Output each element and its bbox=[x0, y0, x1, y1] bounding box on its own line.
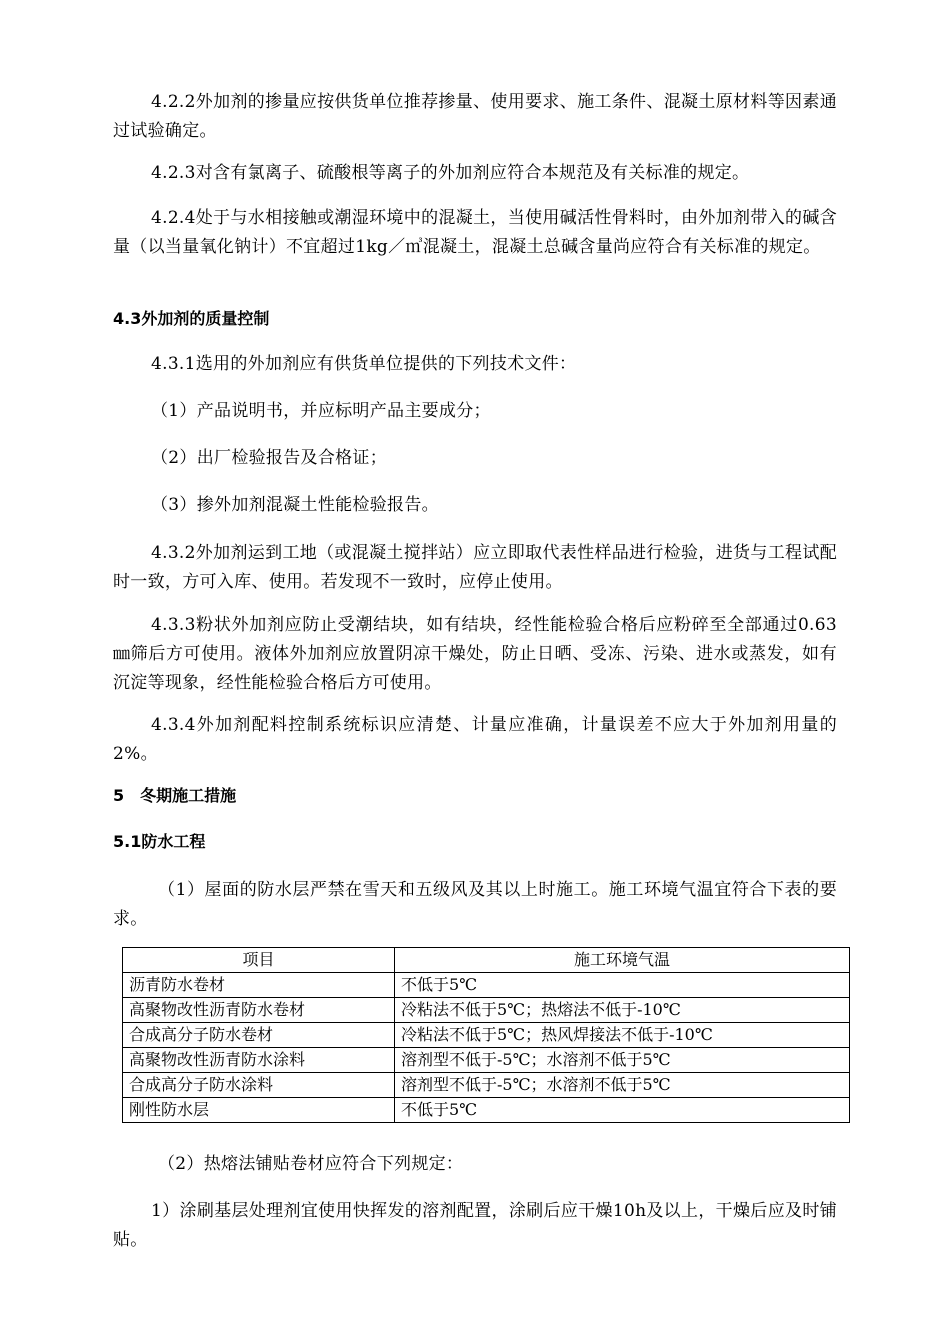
section-heading-5-1: 5.1防水工程 bbox=[113, 832, 206, 851]
paragraph-4-2-3: 4.2.3对含有氯离子、硫酸根等离子的外加剂应符合本规范及有关标准的规定。 bbox=[151, 163, 750, 183]
list-item-3: （3）掺外加剂混凝土性能检验报告。 bbox=[151, 495, 439, 515]
table-header-cell: 施工环境气温 bbox=[395, 948, 850, 973]
table-cell: 合成高分子防水涂料 bbox=[123, 1073, 395, 1098]
table-cell: 冷粘法不低于5℃；热熔法不低于-10℃ bbox=[395, 998, 850, 1023]
table-cell: 溶剂型不低于-5℃；水溶剂不低于5℃ bbox=[395, 1048, 850, 1073]
table-cell: 不低于5℃ bbox=[395, 973, 850, 998]
table-cell: 不低于5℃ bbox=[395, 1098, 850, 1123]
paragraph-5-1-1: （1）屋面的防水层严禁在雪天和五级风及其以上时施工。施工环境气温宜符合下表的要求。 bbox=[113, 880, 837, 929]
table-row bbox=[123, 1048, 850, 1073]
paragraph-4-3-1: 4.3.1选用的外加剂应有供货单位提供的下列技术文件： bbox=[151, 354, 577, 374]
temperature-table bbox=[122, 947, 850, 1123]
table-cell: 沥青防水卷材 bbox=[123, 973, 395, 998]
list-item-2: （2）出厂检验报告及合格证； bbox=[151, 448, 388, 468]
section-heading-4-3: 4.3外加剂的质量控制 bbox=[113, 309, 270, 328]
table-cell: 高聚物改性沥青防水卷材 bbox=[123, 998, 395, 1023]
table-row bbox=[123, 998, 850, 1023]
list-item-1: （1）产品说明书，并应标明产品主要成分； bbox=[151, 401, 491, 421]
table-header-cell: 项目 bbox=[123, 948, 395, 973]
table-cell: 冷粘法不低于5℃；热风焊接法不低于-10℃ bbox=[395, 1023, 850, 1048]
table-cell: 合成高分子防水卷材 bbox=[123, 1023, 395, 1048]
table-cell: 溶剂型不低于-5℃；水溶剂不低于5℃ bbox=[395, 1073, 850, 1098]
paragraph-5-1-2-1: 1）涂刷基层处理剂宜使用快挥发的溶剂配置，涂刷后应干燥10h及以上，干燥后应及时铺贴。 bbox=[113, 1201, 837, 1250]
paragraph-5-1-2: （2）热熔法铺贴卷材应符合下列规定： bbox=[158, 1154, 464, 1174]
table-cell: 高聚物改性沥青防水涂料 bbox=[123, 1048, 395, 1073]
paragraph-4-3-3: 4.3.3粉状外加剂应防止受潮结块，如有结块，经性能检验合格后应粉碎至全部通过0.63㎜筛后方可使用。液体外加剂应放置阴凉干燥处，防止日晒、受冻、污染、进水或蒸发，如有沉淀等现象，经性能检验合格后方可使用。 bbox=[113, 615, 837, 693]
table-row bbox=[123, 973, 850, 998]
paragraph-4-3-4: 4.3.4外加剂配料控制系统标识应清楚、计量应准确，计量误差不应大于外加剂用量的2%。 bbox=[113, 715, 837, 764]
table-header-row bbox=[123, 948, 850, 973]
table-cell: 刚性防水层 bbox=[123, 1098, 395, 1123]
paragraph-4-2-4: 4.2.4处于与水相接触或潮湿环境中的混凝土，当使用碱活性骨料时，由外加剂带入的碱含量（以当量氧化钠计）不宜超过1kg／㎥混凝土，混凝土总碱含量尚应符合有关标准的规定。 bbox=[113, 208, 837, 257]
table-row bbox=[123, 1098, 850, 1123]
chapter-heading-5: 5 冬期施工措施 bbox=[113, 786, 237, 805]
table-row bbox=[123, 1023, 850, 1048]
table-row bbox=[123, 1073, 850, 1098]
paragraph-4-2-2: 4.2.2外加剂的掺量应按供货单位推荐掺量、使用要求、施工条件、混凝土原材料等因素通过试验确定。 bbox=[113, 92, 837, 141]
paragraph-4-3-2: 4.3.2外加剂运到工地（或混凝土搅拌站）应立即取代表性样品进行检验，进货与工程试配时一致，方可入库、使用。若发现不一致时，应停止使用。 bbox=[113, 543, 837, 592]
